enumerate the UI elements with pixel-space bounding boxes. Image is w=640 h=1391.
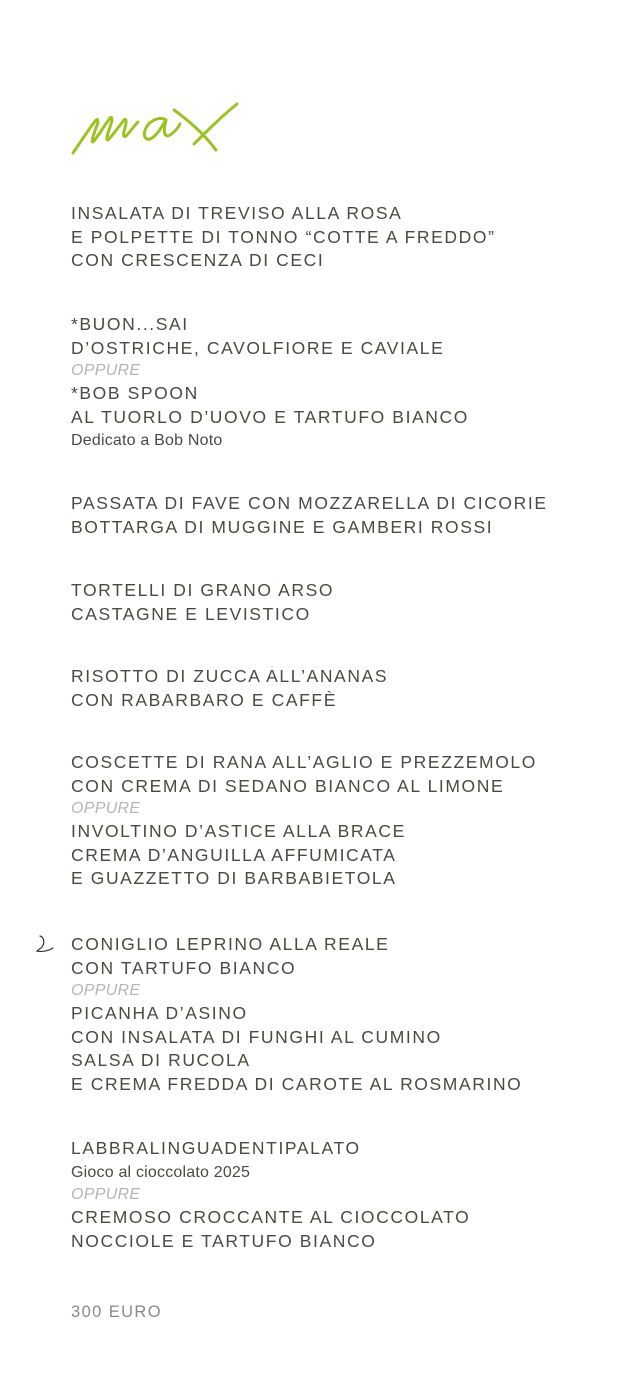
course-line: CASTAGNE E LEVISTICO [71, 603, 311, 624]
course-line: INSALATA DI TREVISO ALLA ROSA [71, 203, 403, 223]
course-line: CREMOSO CROCCANTE AL CIOCCOLATO [71, 1207, 471, 1227]
course-line: CONIGLIO LEPRINO ALLA REALE [71, 934, 390, 954]
course-line: CON CRESCENZA DI CECI [71, 250, 325, 270]
course-6 [71, 751, 537, 891]
handwritten-mark-icon [34, 933, 56, 955]
course-note: Dedicato a Bob Noto [71, 432, 223, 449]
course-line: LABBRALINGUADENTIPALATO [71, 1138, 361, 1158]
course-line: INVOLTINO D’ASTICE ALLA BRACE [71, 821, 406, 841]
course-line: D’OSTRICHE, CAVOLFIORE E CAVIALE [71, 337, 445, 358]
course-line: PASSATA DI FAVE CON MOZZARELLA DI CICORIE [71, 493, 548, 513]
course-2 [71, 313, 469, 453]
course-8 [71, 1137, 470, 1253]
course-note: Gioco al cioccolato 2025 [71, 1163, 251, 1181]
course-line: CON CREMA DI SEDANO BIANCO AL LIMONE [71, 775, 505, 796]
course-line: CON TARTUFO BIANCO [71, 957, 297, 978]
course-line: CON INSALATA DI FUNGHI AL CUMINO [71, 1026, 442, 1047]
course-line: AL TUORLO D’UOVO E TARTUFO BIANCO [71, 406, 469, 427]
course-line: E GUAZZETTO DI BARBABIETOLA [71, 868, 397, 888]
oppure-label: OPPURE [71, 1186, 141, 1203]
oppure-label: OPPURE [71, 362, 141, 379]
course-line: PICANHA D’ASINO [71, 1003, 248, 1023]
course-line: E CREMA FREDDA DI CAROTE AL ROSMARINO [71, 1073, 523, 1094]
course-4 [71, 579, 334, 626]
course-7 [71, 933, 522, 1096]
course-line: CON RABARBARO E CAFFÈ [71, 689, 337, 710]
course-line: *BOB SPOON [71, 383, 199, 403]
course-line: COSCETTE DI RANA ALL’AGLIO E PREZZEMOLO [71, 752, 537, 772]
course-line: CREMA D’ANGUILLA AFFUMICATA [71, 844, 397, 865]
max-logo [70, 98, 240, 160]
course-line: TORTELLI DI GRANO ARSO [71, 580, 335, 600]
course-1 [71, 202, 496, 273]
oppure-label: OPPURE [71, 982, 141, 999]
course-line: BOTTARGA DI MUGGINE E GAMBERI ROSSI [71, 516, 494, 537]
course-line: RISOTTO DI ZUCCA ALL’ANANAS [71, 666, 389, 686]
course-3 [71, 492, 548, 539]
oppure-label: OPPURE [71, 800, 141, 817]
course-line: *BUON...SAI [71, 314, 189, 334]
course-line: NOCCIOLE E TARTUFO BIANCO [71, 1230, 377, 1251]
course-line: E POLPETTE DI TONNO “COTTE A FREDDO” [71, 226, 496, 247]
course-5 [71, 665, 388, 712]
menu-price: 300 EURO [71, 1303, 162, 1321]
course-line: SALSA DI RUCOLA [71, 1050, 251, 1070]
